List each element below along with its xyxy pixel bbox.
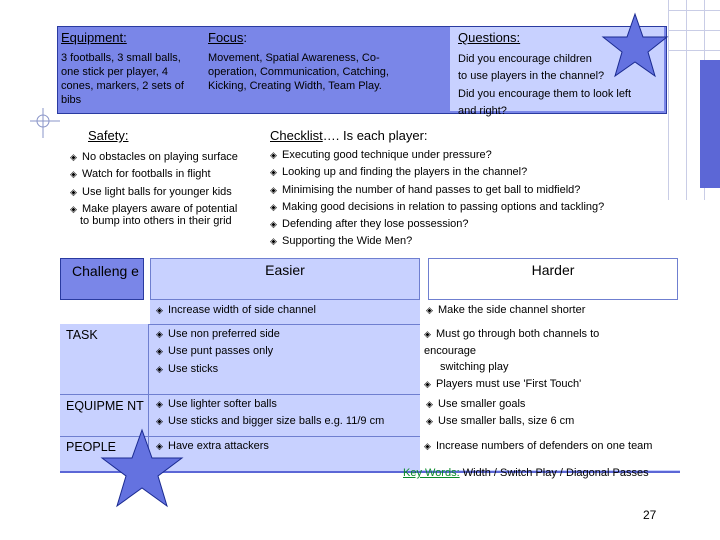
list-item: ◈ Increase numbers of defenders on one team bbox=[424, 438, 671, 455]
list-item: ◈ Have extra attackers bbox=[156, 438, 269, 455]
list-item: ◈ Executing good technique under pressure? bbox=[270, 147, 670, 164]
checklist-section bbox=[270, 128, 670, 251]
list-item: ◈ No obstacles on playing surface bbox=[70, 149, 265, 166]
equipment-label: EQUIPME NT bbox=[66, 399, 144, 413]
list-item: ◈ Use light balls for younger kids bbox=[70, 184, 265, 201]
list-item: ◈ Make the side channel shorter bbox=[426, 302, 585, 319]
list-item: ◈ Looking up and finding the players in the channel? bbox=[270, 164, 670, 181]
focus-text: Movement, Spatial Awareness, Co-operation, Communication, Catching, Kicking, Creating Width, Team Play. bbox=[208, 52, 389, 92]
checklist-title: Checklist bbox=[270, 128, 323, 143]
focus-title-suffix: : bbox=[243, 30, 248, 45]
list-item: ◈ Minimising the number of hand passes to get ball to midfield? bbox=[270, 182, 670, 199]
question-line: Did you encourage them to look left bbox=[458, 87, 632, 100]
task-harder-block bbox=[424, 326, 674, 394]
key-words-text: Width / Switch Play / Diagonal Passes bbox=[459, 467, 649, 479]
list-item: ◈ Use smaller goals bbox=[426, 396, 574, 413]
safety-list bbox=[70, 149, 265, 218]
side-accent-bar bbox=[700, 60, 720, 188]
list-item: ◈ Make players aware of potential bbox=[70, 201, 265, 218]
task-harder-line: encourage bbox=[424, 345, 476, 358]
checklist-list bbox=[270, 147, 670, 251]
checklist-title-suffix: …. Is each player: bbox=[322, 128, 428, 143]
list-item: ◈ Must go through both channels to bbox=[424, 326, 674, 343]
list-item: ◈ Supporting the Wide Men? bbox=[270, 233, 670, 250]
focus-section bbox=[208, 30, 428, 93]
key-words-line bbox=[403, 467, 649, 479]
question-line: and right? bbox=[458, 105, 507, 118]
focus-title: Focus bbox=[208, 30, 244, 45]
easier-label: Easier bbox=[265, 262, 305, 278]
equipment-text: 3 footballs, 3 small balls, one stick per player, 4 cones, markers, 2 sets of bibs bbox=[61, 52, 184, 106]
list-item: ◈ Defending after they lose possession? bbox=[270, 216, 670, 233]
checklist-title-wrap bbox=[270, 128, 670, 143]
star-bottom-left-icon bbox=[100, 428, 184, 508]
list-item: ◈ Use smaller balls, size 6 cm bbox=[426, 413, 574, 430]
safety-section bbox=[70, 128, 265, 227]
star-top-right-icon bbox=[601, 12, 669, 78]
questions-title: Questions: bbox=[458, 30, 521, 45]
safety-title: Safety: bbox=[88, 128, 129, 143]
safety-continuation: to bump into others in their grid bbox=[80, 215, 232, 228]
question-line: Did you encourage children bbox=[458, 53, 592, 65]
list-item: ◈ Use sticks bbox=[156, 361, 280, 378]
list-item: ◈ Use punt passes only bbox=[156, 343, 280, 360]
list-item: ◈ Use lighter softer balls bbox=[156, 396, 384, 413]
harder-label: Harder bbox=[531, 262, 575, 278]
list-item: ◈ Making good decisions in relation to passing options and tackling? bbox=[270, 199, 670, 216]
task-harder-line: switching play bbox=[440, 361, 509, 374]
focus-title-wrap bbox=[208, 30, 428, 45]
page-number: 27 bbox=[643, 508, 657, 522]
list-item: ◈ Use sticks and bigger size balls e.g. 11/9 cm bbox=[156, 413, 384, 430]
task-label: TASK bbox=[66, 328, 98, 342]
equipment-section bbox=[61, 30, 201, 107]
challenge-label: Challeng e bbox=[72, 263, 139, 279]
list-item: ◈ Increase width of side channel bbox=[156, 302, 316, 319]
list-item: ◈ Players must use 'First Touch' bbox=[424, 376, 674, 393]
equipment-title: Equipment: bbox=[61, 30, 127, 45]
list-item: ◈ Watch for footballs in flight bbox=[70, 166, 265, 183]
question-line: to use players in the channel? bbox=[458, 70, 605, 83]
crosshair-icon bbox=[30, 108, 60, 138]
list-item: ◈ Use non preferred side bbox=[156, 326, 280, 343]
people-label: PEOPLE bbox=[66, 440, 117, 454]
key-words-label: Key Words: bbox=[403, 467, 460, 479]
